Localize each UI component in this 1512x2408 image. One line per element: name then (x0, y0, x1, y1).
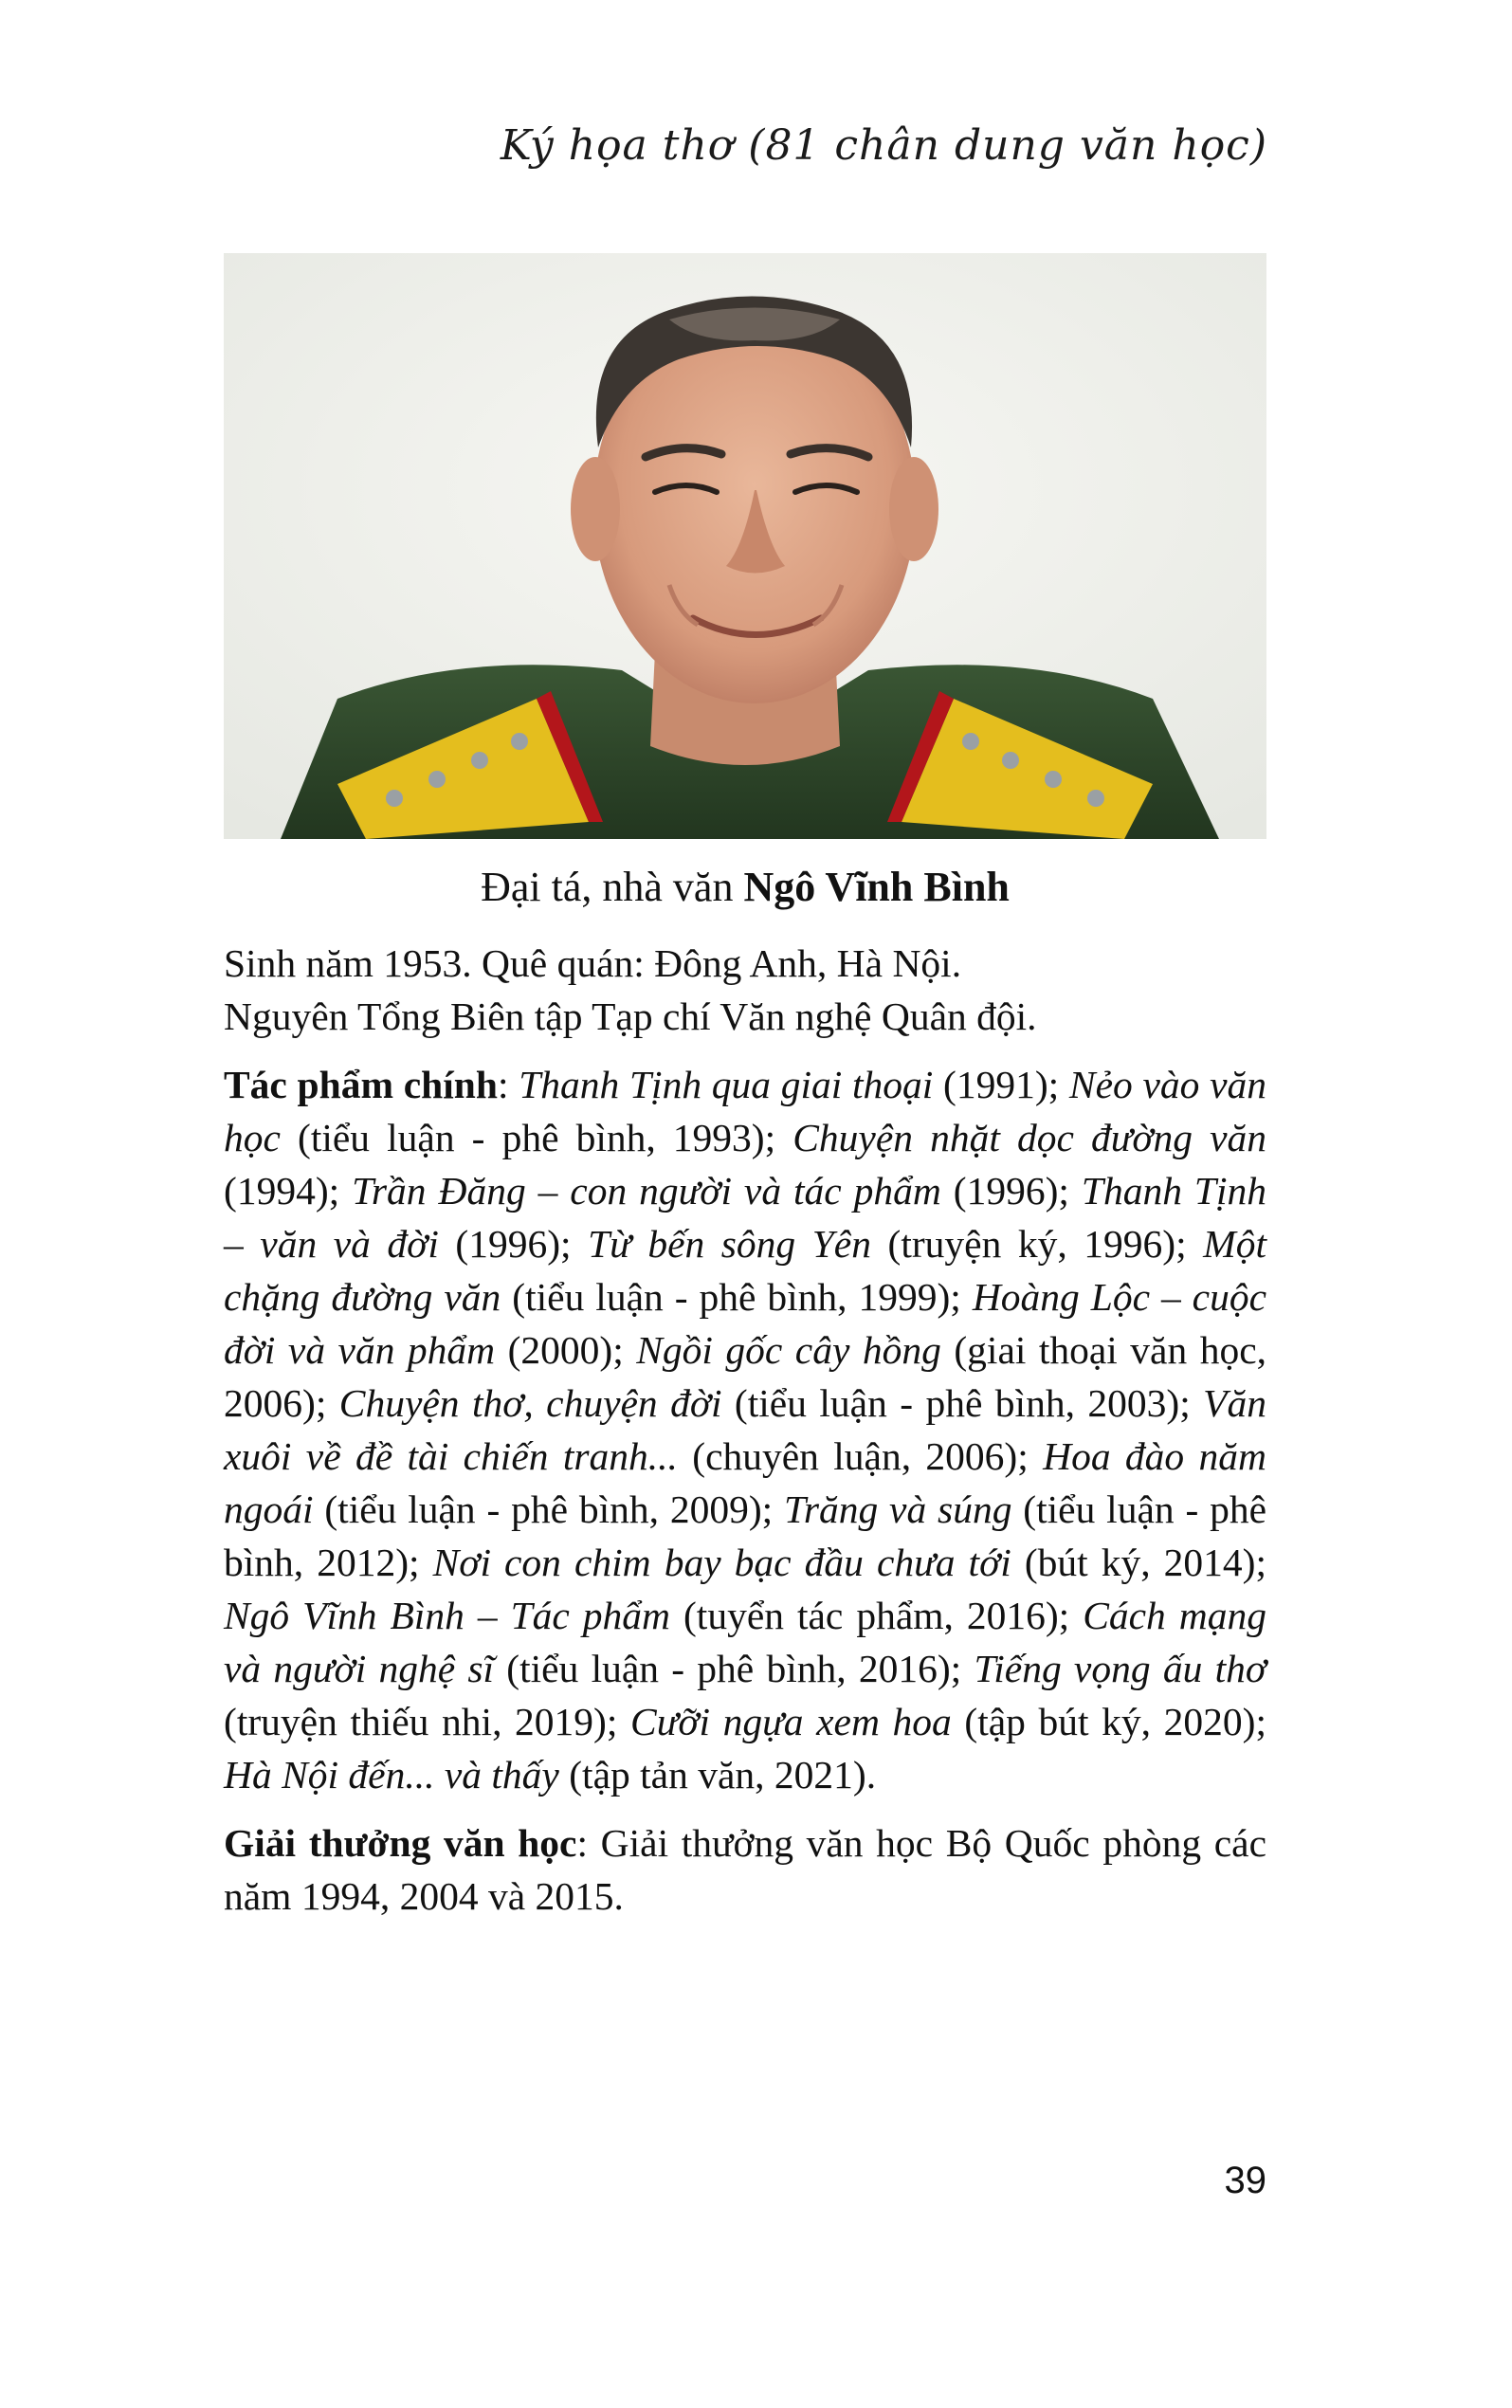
work-title: Chuyện thơ, chuyện đời (338, 1381, 722, 1425)
works-label: Tác phẩm chính (224, 1063, 498, 1106)
work-note: (tiểu luận - phê bình, 2009); (313, 1487, 785, 1531)
work-title: Cách mạng và người nghệ sĩ (224, 1594, 1266, 1690)
work-note: (tiểu luận - phê bình, 1999); (501, 1275, 973, 1319)
work-note: (1991); (933, 1063, 1069, 1106)
work-note: (2000); (495, 1328, 637, 1372)
work-title: Ngô Vĩnh Bình – Tác phẩm (224, 1594, 671, 1637)
work-title: Trần Đăng – con người và tác phẩm (352, 1169, 941, 1213)
portrait-photo (224, 253, 1266, 839)
work-note: (1996); (940, 1169, 1082, 1213)
work-title: Một chặng đường văn (224, 1222, 1266, 1319)
work-title: Văn xuôi về đề tài chiến tranh... (224, 1381, 1266, 1478)
work-title: Ngồi gốc cây hồng (636, 1328, 941, 1372)
work-title: Hà Nội đến... và thấy (224, 1753, 559, 1797)
author-name: Ngô Vĩnh Bình (743, 864, 1010, 910)
work-note: (tiểu luận - phê bình, 2016); (494, 1647, 975, 1690)
awards-label: Giải thưởng văn học (224, 1821, 577, 1865)
awards-text: Giải thưởng văn học Bộ Quốc phòng các năm 1994, 2004 và 2015. (224, 1821, 1266, 1918)
intro-paragraph (224, 937, 1266, 1043)
photo-caption (224, 858, 1266, 917)
work-note: (truyện ký, 1996); (870, 1222, 1204, 1266)
work-note: (tập bút ký, 2020); (951, 1700, 1266, 1743)
work-note: (bút ký, 2014); (1011, 1541, 1266, 1584)
intro-line-1: Sinh năm 1953. Quê quán: Đông Anh, Hà Nội. (224, 941, 962, 985)
work-title: Chuyện nhặt dọc đường văn (792, 1116, 1267, 1159)
work-title: Nẻo vào văn học (224, 1063, 1267, 1159)
work-title: Hoàng Lộc – cuộc đời và văn phẩm (224, 1275, 1267, 1372)
work-title: Hoa đào năm ngoái (224, 1434, 1266, 1531)
work-note: (truyện thiếu nhi, 2019); (224, 1700, 631, 1743)
work-note: (1996); (438, 1222, 589, 1266)
work-title: Cưỡi ngựa xem hoa (630, 1700, 952, 1743)
work-note: (tuyển tác phẩm, 2016); (670, 1594, 1084, 1637)
work-note: (tiểu luận - phê bình, 2003); (721, 1381, 1204, 1425)
work-title: Trăng và súng (784, 1487, 1012, 1531)
intro-line-2: Nguyên Tổng Biên tập Tạp chí Văn nghệ Quân đội. (224, 994, 1037, 1038)
page-number: 39 (1224, 2160, 1266, 2201)
work-title: Nơi con chim bay bạc đầu chưa tới (432, 1541, 1011, 1584)
work-title: Từ bến sông Yên (588, 1222, 871, 1266)
caption-prefix: Đại tá, nhà văn (481, 864, 744, 910)
work-title: Thanh Tịnh qua giai thoại (519, 1063, 934, 1106)
awards-paragraph: Giải thưởng văn học: Giải thưởng văn học Bộ Quốc phòng các năm 1994, 2004 và 2015. (224, 1821, 1266, 1918)
works-list (224, 1063, 1266, 1797)
work-note: (giai thoại văn học, 2006); (224, 1328, 1266, 1425)
work-note: (1994); (224, 1169, 353, 1213)
work-note: (tiểu luận - phê bình, 2012); (224, 1487, 1267, 1584)
works-paragraph: Tác phẩm chính: Thanh Tịnh qua giai thoại (1991); Nẻo vào văn học (tiểu luận - phê bình, 1993); Chuyện nhặt dọc đường văn (1994); Trần Đăng – con người và tác phẩm (1996); Thanh Tịnh – văn và đời (1996); Từ bến sông Yên (truyện ký, 1996); Một chặng đường văn (tiểu luận - phê bình, 1999); Hoàng Lộc – cuộc đời và văn phẩm (2000); Ngồi gốc cây hồng (giai thoại văn học, 2006); Chuyện thơ, chuyện đời (tiểu luận - phê bình, 2003); Văn xuôi về đề tài chiến tranh... (chuyên luận, 2006); Hoa đào năm ngoái (tiểu luận - phê bình, 2009); Trăng và súng (tiểu luận - phê bình, 2012); Nơi con chim bay bạc đầu chưa tới (bút ký, 2014); Ngô Vĩnh Bình – Tác phẩm (tuyển tác phẩm, 2016); Cách mạng và người nghệ sĩ (tiểu luận - phê bình, 2016); Tiếng vọng ấu thơ (truyện thiếu nhi, 2019); Cưỡi ngựa xem hoa (tập bút ký, 2020); Hà Nội đến... và thấy (tập tản văn, 2021). (224, 1063, 1267, 1797)
work-title: Tiếng vọng ấu thơ (974, 1647, 1266, 1690)
biography-body (224, 937, 1266, 1923)
work-note: (tiểu luận - phê bình, 1993); (280, 1116, 793, 1159)
running-header: Ký họa thơ (81 chân dung văn học) (500, 121, 1267, 170)
work-title: Thanh Tịnh – văn và đời (224, 1169, 1267, 1266)
work-note: (tập tản văn, 2021). (558, 1753, 877, 1797)
work-note: (chuyên luận, 2006); (677, 1434, 1044, 1478)
